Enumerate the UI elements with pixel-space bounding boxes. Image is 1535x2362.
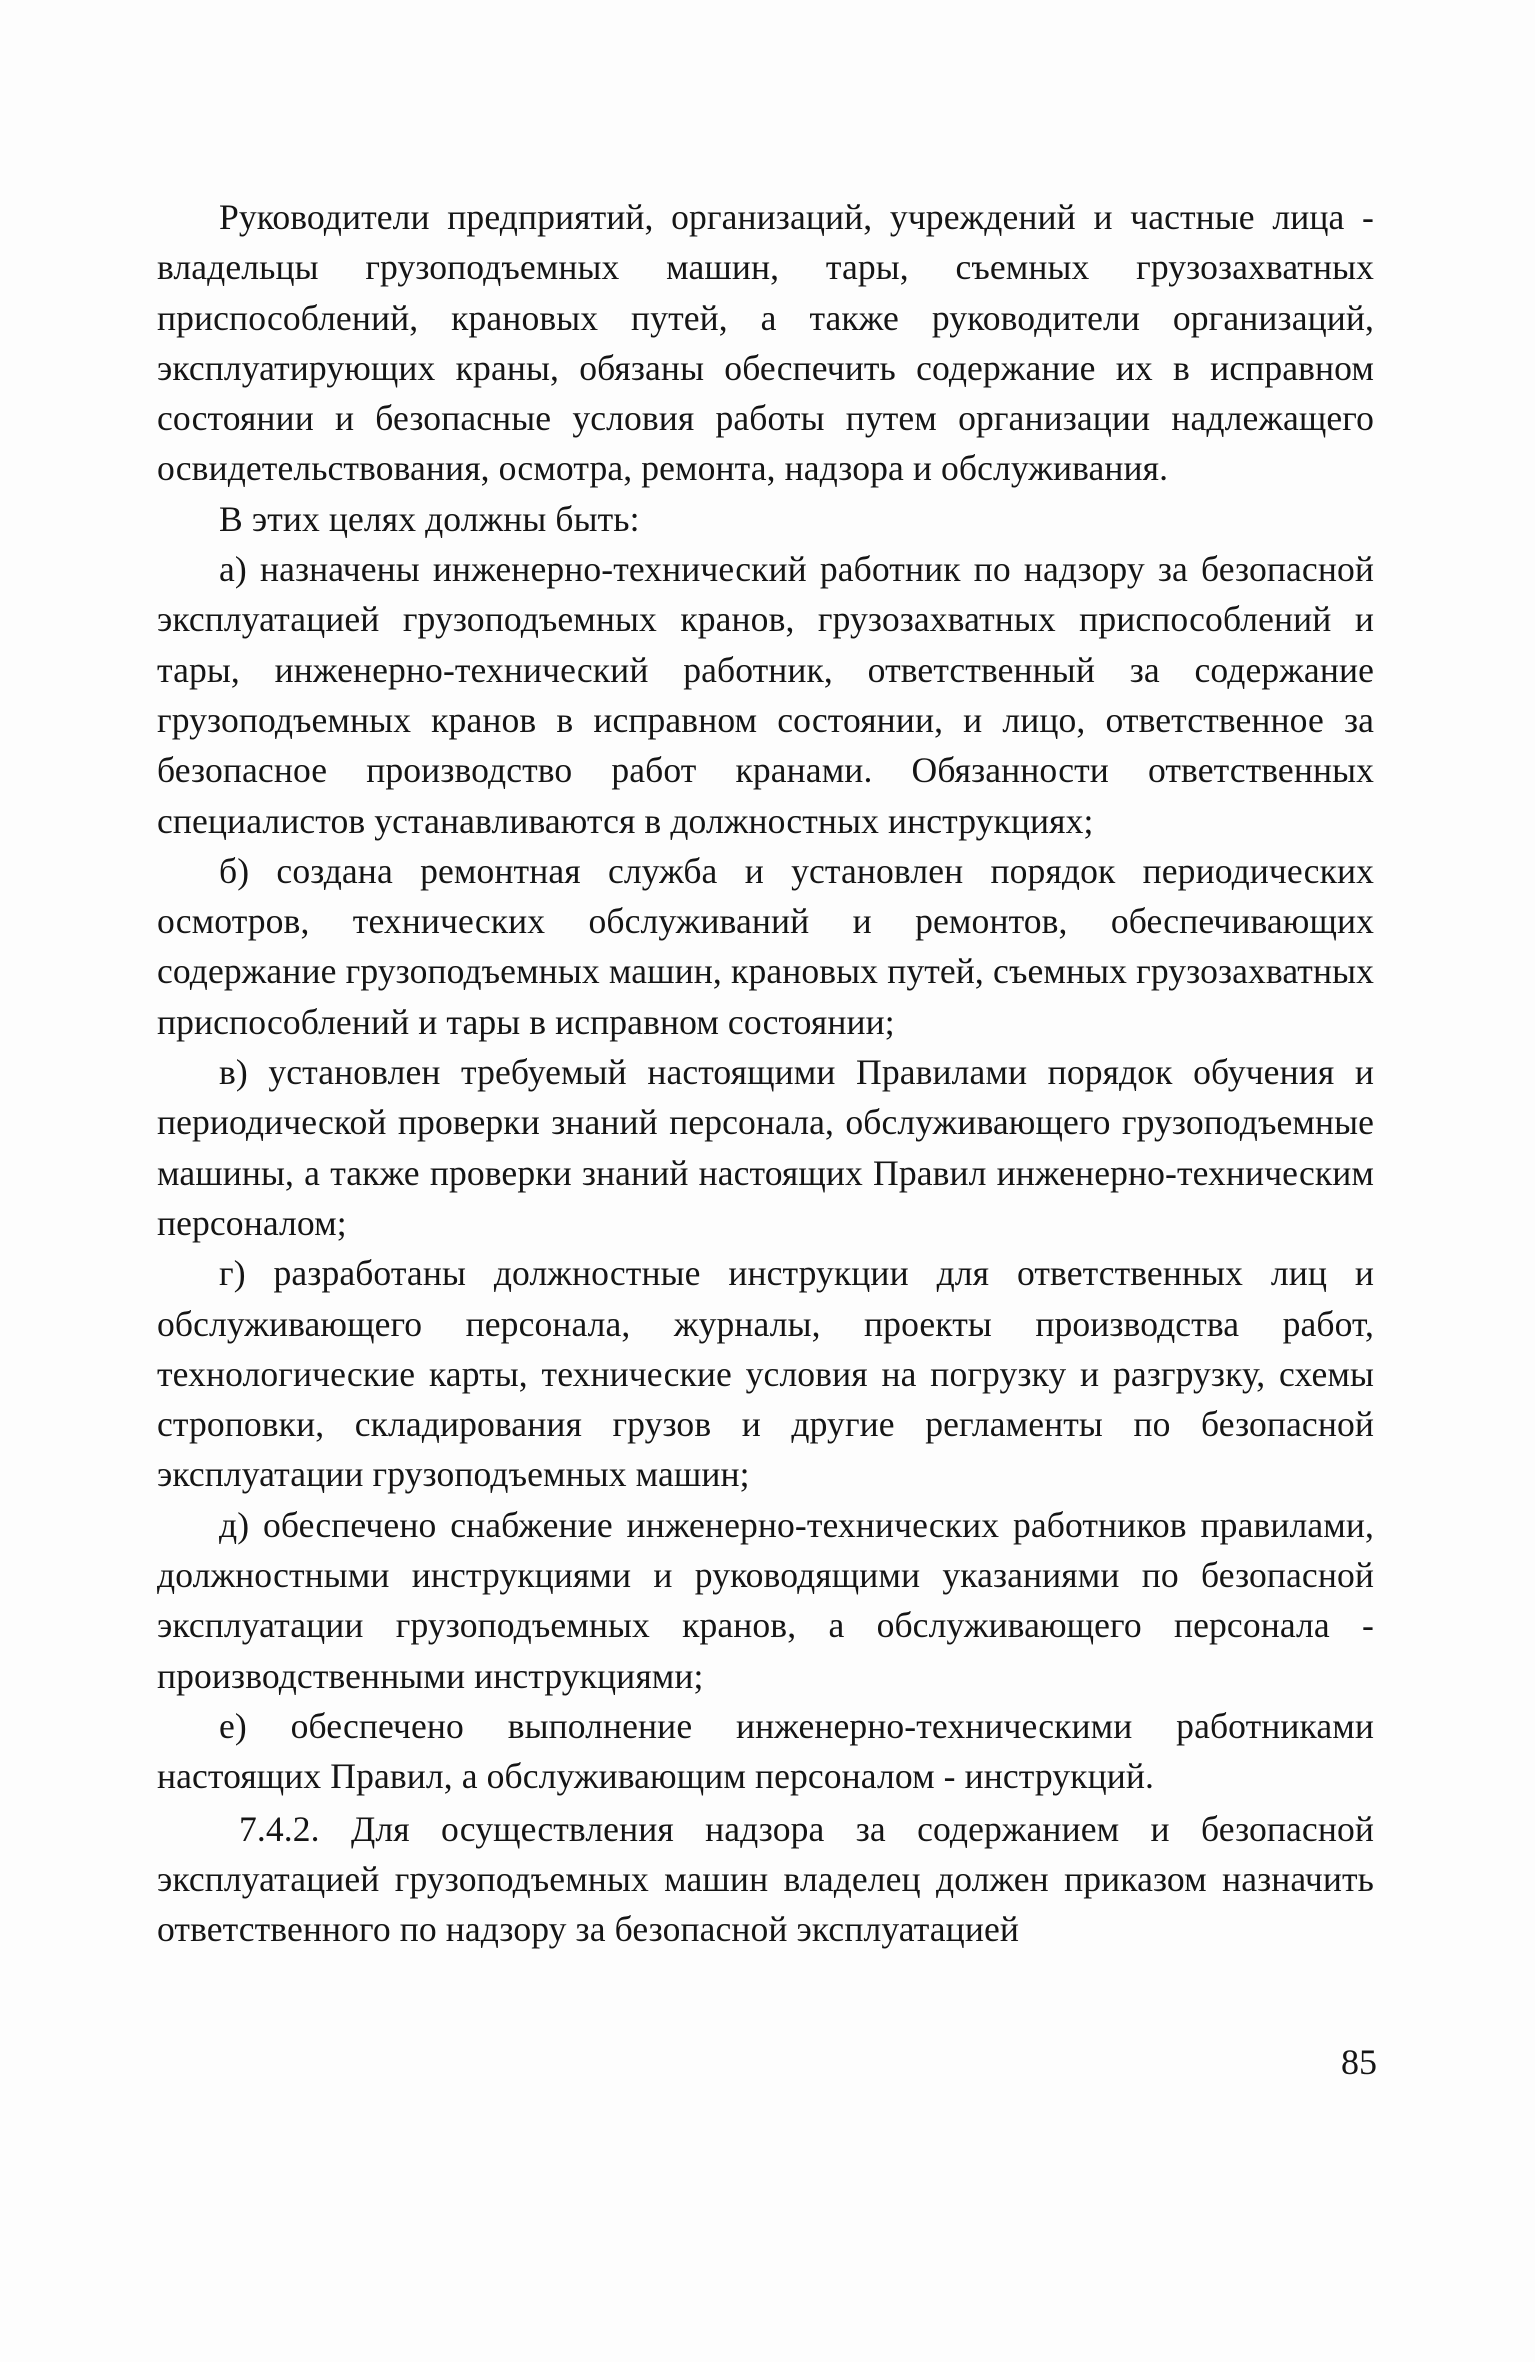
paragraph-item-a: а) назначены инженерно-технический работник по надзору за безопасной эксплуатацией грузоподъемных кранов, грузозахватных приспособлений и тары, инженерно-технический работник, ответственный за содержание грузоподъемных кранов в исправном состоянии, и лицо, ответственное за безопасное производство работ кранами. Обязанности ответственных специалистов устанавливаются в должностных инструкциях; bbox=[157, 549, 1374, 841]
paragraph-item-g: г) разработаны должностные инструкции для ответственных лиц и обслуживающего персонала, журналы, проекты производства работ, технологические карты, технические условия на погрузку и разгрузку, схемы строповки, складирования грузов и другие регламенты по безопасной эксплуатации грузоподъемных машин; bbox=[157, 1253, 1374, 1495]
document-body bbox=[157, 192, 1374, 1954]
paragraph-item-d: д) обеспечено снабжение инженерно-технических работников правилами, должностными инструкциями и руководящими указаниями по безопасной эксплуатации грузоподъемных кранов, а обслуживающего персонала - производственными инструкциями; bbox=[157, 1504, 1374, 1696]
paragraph-section-7-4-2: 7.4.2. Для осуществления надзора за содержанием и безопасной эксплуатацией грузоподъемных машин владелец должен приказом назначить ответственного по надзору за безопасной эксплуатацией bbox=[157, 1808, 1374, 1950]
paragraph-item-b: б) создана ремонтная служба и установлен порядок периодических осмотров, технических обслуживаний и ремонтов, обеспечивающих содержание грузоподъемных машин, крановых путей, съемных грузозахватных приспособлений и тары в исправном состоянии; bbox=[157, 850, 1374, 1042]
paragraph-purpose: В этих целях должны быть: bbox=[219, 498, 640, 539]
page-number: 85 bbox=[1341, 2042, 1377, 2082]
paragraph-item-v: в) установлен требуемый настоящими Правилами порядок обучения и периодической проверки знаний персонала, обслуживающего грузоподъемные машины, а также проверки знаний настоящих Правил инженерно-техническим персоналом; bbox=[157, 1052, 1374, 1243]
paragraph-item-e: е) обеспечено выполнение инженерно-техническими работниками настоящих Правил, а обслуживающим персоналом - инструкций. bbox=[157, 1705, 1374, 1797]
paragraph-intro: Руководители предприятий, организаций, учреждений и частные лица - владельцы грузоподъемных машин, тары, съемных грузозахватных приспособлений, крановых путей, а также руководители организаций, эксплуатирующих краны, обязаны обеспечить содержание их в исправном состоянии и безопасные условия работы путем организации надлежащего освидетельствования, осмотра, ремонта, надзора и обслуживания. bbox=[157, 197, 1374, 489]
